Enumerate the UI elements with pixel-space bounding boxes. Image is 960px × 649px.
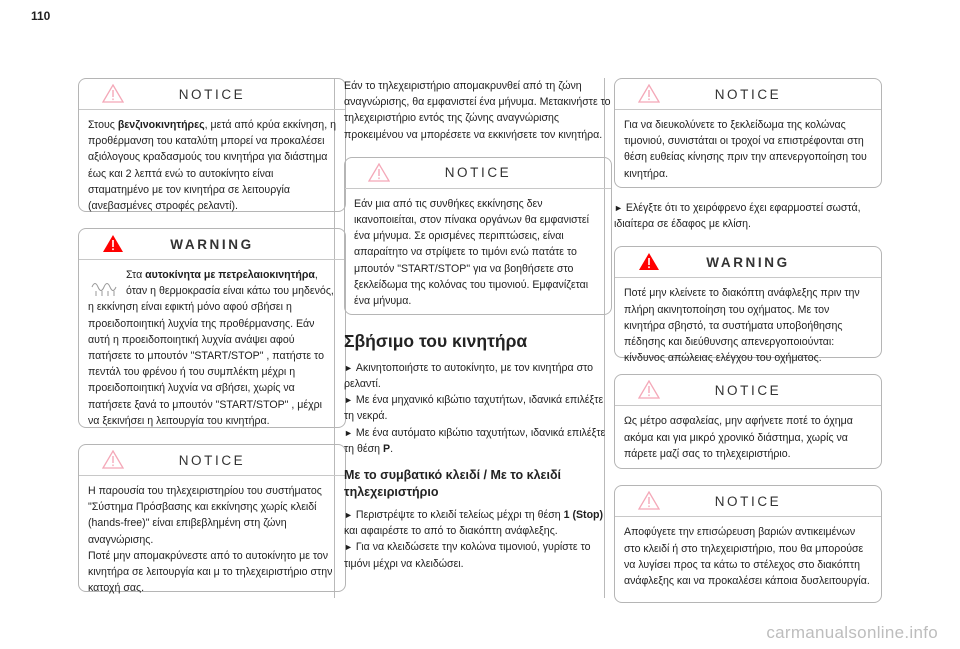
divider: [79, 475, 345, 476]
divider: [615, 277, 881, 278]
divider: [615, 405, 881, 406]
subsection-heading: Με το συμβατικό κλειδί / Με το κλειδί τηλεχειριστήριο: [344, 468, 561, 500]
column-left: [78, 78, 346, 608]
bullet-item: ► Περιστρέψτε το κλειδί τελείως μέχρι τη θέση 1 (Stop) και αφαιρέστε το από το διακόπτη ανάφλεξης.: [344, 509, 604, 538]
notice-triangle-icon: [102, 450, 124, 469]
notice-triangle-icon: [638, 380, 660, 399]
notice-triangle-icon: [638, 84, 660, 103]
intro-text: Εάν το τηλεχειριστήριο απομακρυνθεί από τη ζώνη αναγνώρισης, θα εμφανιστεί ένα μήνυμα. Μετακινήστε το τηλεχειριστήριο εντός της ζώνης αναγνώρισης προκειμένου να μπορέσετε να εκκινήσετε τον κινητήρα.: [344, 80, 611, 141]
notice-text: Εάν μια από τις συνθήκες εκκίνησης δεν ικανοποιείται, στον πίνακα οργάνων θα εμφανιστεί ένα μήνυμα. Σε ορισμένες περιπτώσεις, είναι απαραίτητο να στρίψετε το τιμόνι ενώ πατάτε το μπουτόν "START/STOP" για να βοηθήσετε στο ξεκλείδωμα της κολόνας του τιμονιού. Εμφανίζεται ένα μήνυμα.: [354, 197, 589, 308]
warning-box: [614, 246, 882, 365]
notice-title: NOTICE: [714, 493, 782, 509]
notice-text: Η παρουσία του τηλεχειριστηρίου του συστήματος "Σύστημα Πρόσβασης και εκκίνησης χωρίς κλειδί (hands-free)" είναι επιβεβλημένη στη ζώνη αναγνώρισης.: [88, 485, 322, 546]
notice-title: NOTICE: [178, 86, 246, 102]
notice-title: NOTICE: [714, 382, 782, 398]
preheat-coil-icon: [88, 275, 126, 299]
notice-box: [344, 157, 612, 315]
notice-box: [614, 374, 882, 469]
column-middle: [344, 78, 612, 572]
divider: [79, 259, 345, 260]
warning-title: WARNING: [170, 236, 254, 252]
notice-title: NOTICE: [714, 86, 782, 102]
warning-triangle-icon: [102, 234, 124, 253]
page-number: 110: [31, 9, 51, 23]
notice-title: NOTICE: [178, 452, 246, 468]
notice-triangle-icon: [638, 491, 660, 510]
section-heading: Σβήσιμο του κινητήρα: [344, 330, 528, 351]
notice-triangle-icon: [368, 163, 390, 182]
divider: [615, 109, 881, 110]
watermark: carmanualsonline.info: [766, 623, 938, 642]
divider: [615, 516, 881, 517]
bullet-item: ► Ελέγξτε ότι το χειρόφρενο έχει εφαρμοστεί σωστά, ιδιαίτερα σε έδαφος με κλίση.: [614, 202, 861, 231]
bullet-item: ► Με ένα αυτόματο κιβώτιο ταχυτήτων, ιδανικά επιλέξτε τη θέση P.: [344, 426, 606, 455]
warning-title: WARNING: [706, 254, 790, 270]
notice-text: Ως μέτρο ασφαλείας, μην αφήνετε ποτέ το όχημα ακόμα και για μικρό χρονικό διάστημα, χωρίς να πάρετε μαζί σας το τηλεχειριστήριο.: [624, 415, 853, 460]
notice-text: Ποτέ μην απομακρύνεστε από το αυτοκίνητο με τον κινητήρα σε λειτουργία και μ το τηλεχειριστήριο στην κατοχή σας.: [88, 549, 333, 595]
notice-triangle-icon: [102, 84, 124, 103]
notice-text: Για να διευκολύνετε το ξεκλείδωμα της κολώνας τιμονιού, συνιστάται οι τροχοί να επιστρέφονται στη θέση ευθείας κίνησης πριν την απενεργοποίηση του κινητήρα.: [624, 119, 867, 180]
divider: [345, 188, 611, 189]
notice-text: Στους βενζινοκινητήρες, μετά από κρύα εκκίνηση, η προθέρμανση του καταλύτη μπορεί να προκαλέσει αξιόλογους κραδασμούς του κινητήρα για διάστημα έως και 2 λεπτά ενώ το αυτοκίνητο είναι σταματημένο με τον κινητήρα σε λειτουργία (ανεβασμένες στροφές ρελαντί).: [88, 119, 336, 213]
column-right: [614, 78, 882, 619]
notice-title: NOTICE: [444, 165, 512, 181]
notice-text: Αποφύγετε την επισώρευση βαριών αντικειμένων στο κλειδί ή στο τηλεχειριστήριο, που θα μπορούσε να λυγίσει προς τα κάτω το στέλεχος στο διακόπτη ανάφλεξης και να προκαλέσει κάποια δυσλειτουργία.: [624, 526, 870, 588]
warning-triangle-icon: [638, 252, 660, 271]
notice-box: [614, 485, 882, 603]
notice-box: [78, 78, 346, 212]
bullet-item: ► Ακινητοποιήστε το αυτοκίνητο, με τον κινητήρα στο ρελαντί.: [344, 361, 594, 391]
warning-text: Στα αυτοκίνητα με πετρελαιοκινητήρα, όταν η θερμοκρασία είναι κάτω του μηδενός, η εκκίνηση είναι εφικτή μόνο αφού σβήσει η προειδοποιητική λυχνία της προθέρμανσης. Εάν αυτή η προειδοποιητική λυχνία ανάψει αφού πατήσετε το μπουτόν "START/STOP" , πατήστε το πεντάλ του φρένου ή του συμπλέκτη μέχρι η προειδοποιητική λυχνία να σβήσει, χωρίς να πατήσετε ξανά το μπουτόν "START/STOP" , μέχρι να ξεκινήσει η λειτουργία του κινητήρα.: [88, 269, 334, 427]
divider: [79, 109, 345, 110]
notice-box: [614, 78, 882, 188]
bullet-item: ► Για να κλειδώσετε την κολώνα τιμονιού, γυρίστε το τιμόνι μέχρι να κλειδώσει.: [344, 541, 591, 570]
notice-box: [78, 444, 346, 595]
warning-box: [78, 228, 346, 428]
bullet-item: ► Με ένα μηχανικό κιβώτιο ταχυτήτων, ιδανικά επιλέξτε τη νεκρά.: [344, 394, 604, 423]
warning-text: Ποτέ μην κλείνετε το διακόπτη ανάφλεξης πριν την πλήρη ακινητοποίηση του οχήματος. Με τον κινητήρα σβηστό, τα συστήματα υποβοήθησης πέδησης και διεύθυνσης απενεργοποιούνται: κίνδυνος απώλειας ελέγχου του οχήματος.: [624, 287, 860, 365]
